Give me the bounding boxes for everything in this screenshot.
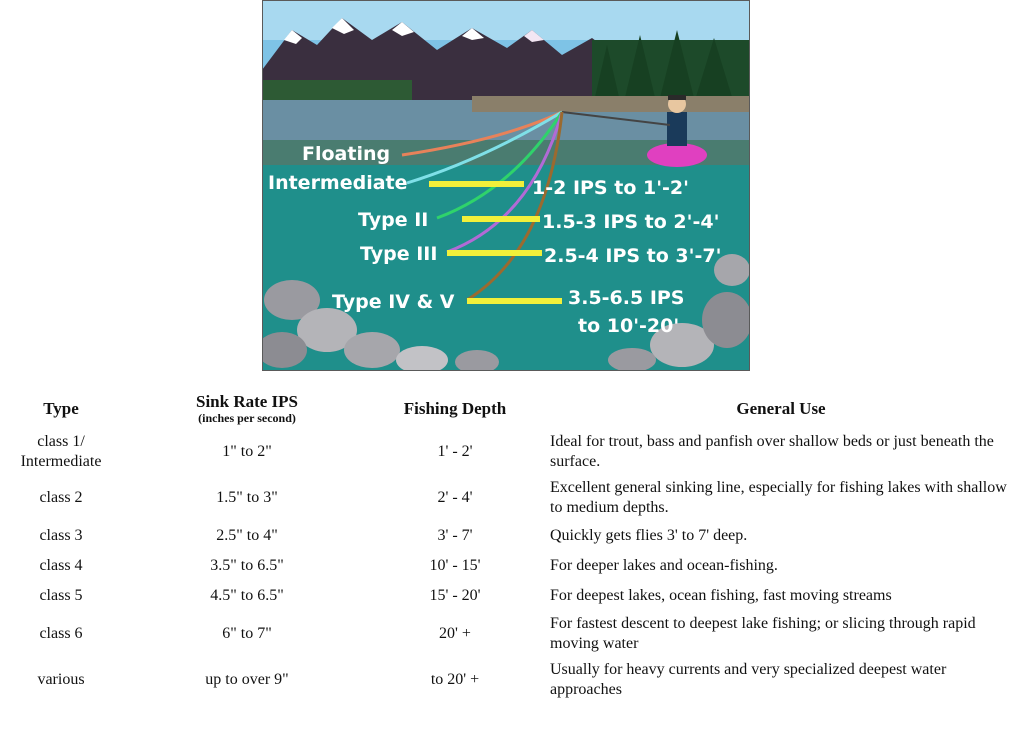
- table-row: [0, 551, 1024, 581]
- table-row: [0, 429, 1024, 475]
- cell-type: class 6: [39, 625, 83, 642]
- cell-depth: to 20' +: [430, 671, 480, 688]
- intermediate-marker: [429, 181, 524, 187]
- far-shore: [472, 96, 750, 112]
- cell-type: class 5: [39, 587, 83, 604]
- header-sink-rate: [122, 388, 372, 429]
- label-intermediate: Intermediate: [268, 172, 408, 194]
- header-use: General Use: [736, 399, 826, 418]
- table-row: [0, 581, 1024, 611]
- rate-type45-line1: 3.5-6.5 IPS: [568, 287, 685, 309]
- type2-marker: [462, 216, 540, 222]
- cell-use: Quickly gets flies 3' to 7' deep.: [550, 527, 748, 544]
- label-type3: Type III: [360, 243, 438, 265]
- cell-rate: 1.5" to 3": [216, 489, 278, 506]
- cell-rate: 4.5" to 6.5": [210, 587, 284, 604]
- cell-depth: 3' - 7': [437, 527, 473, 544]
- cell-use: For deeper lakes and ocean-fishing.: [550, 557, 778, 574]
- rate-type3: 2.5-4 IPS to 3'-7': [544, 245, 722, 267]
- header-sink-rate-label: Sink Rate IPS: [195, 392, 299, 411]
- cell-rate: 1" to 2": [222, 443, 272, 460]
- table-row: [0, 475, 1024, 521]
- cell-use: For deepest lakes, ocean fishing, fast moving streams: [550, 587, 892, 604]
- header-sink-rate-sub: (inches per second): [198, 411, 296, 425]
- table-row: [0, 611, 1024, 657]
- cell-rate: 2.5" to 4": [216, 527, 278, 544]
- cell-use: Excellent general sinking line, especially for fishing lakes with shallow to medium depths.: [550, 479, 1007, 516]
- table-header-row: [0, 388, 1024, 429]
- table-row: [0, 521, 1024, 551]
- cell-depth: 20' +: [439, 625, 471, 642]
- cell-type: class 1/ Intermediate: [20, 433, 102, 470]
- label-type2: Type II: [358, 209, 429, 231]
- sink-rate-illustration: [262, 0, 750, 371]
- label-type45: Type IV & V: [332, 291, 455, 313]
- cell-type: class 3: [39, 527, 83, 544]
- cell-type: class 2: [39, 489, 83, 506]
- cell-type: various: [37, 671, 85, 688]
- cell-rate: up to over 9": [205, 671, 289, 688]
- rate-type2: 1.5-3 IPS to 2'-4': [542, 211, 720, 233]
- label-floating: Floating: [302, 143, 391, 165]
- cell-depth: 10' - 15': [429, 557, 481, 574]
- cell-depth: 1' - 2': [437, 443, 473, 460]
- header-depth: Fishing Depth: [403, 399, 507, 418]
- header-type: Type: [43, 399, 79, 418]
- cell-use: For fastest descent to deepest lake fishing; or slicing through rapid moving water: [550, 615, 976, 652]
- sink-rate-table: [0, 388, 1024, 703]
- cell-depth: 15' - 20': [429, 587, 481, 604]
- cell-use: Usually for heavy currents and very specialized deepest water approaches: [550, 661, 947, 698]
- type3-marker: [447, 250, 542, 256]
- table-row: [0, 657, 1024, 703]
- rate-type45-line2: to 10'-20': [578, 315, 680, 337]
- cell-rate: 6" to 7": [222, 625, 272, 642]
- cell-use: Ideal for trout, bass and panfish over shallow beds or just beneath the surface.: [550, 433, 994, 470]
- illustration-svg: [262, 0, 750, 371]
- cell-type: class 4: [39, 557, 83, 574]
- cell-depth: 2' - 4': [437, 489, 473, 506]
- rate-intermediate: 1-2 IPS to 1'-2': [532, 177, 689, 199]
- type45-marker: [467, 298, 562, 304]
- cell-rate: 3.5" to 6.5": [210, 557, 284, 574]
